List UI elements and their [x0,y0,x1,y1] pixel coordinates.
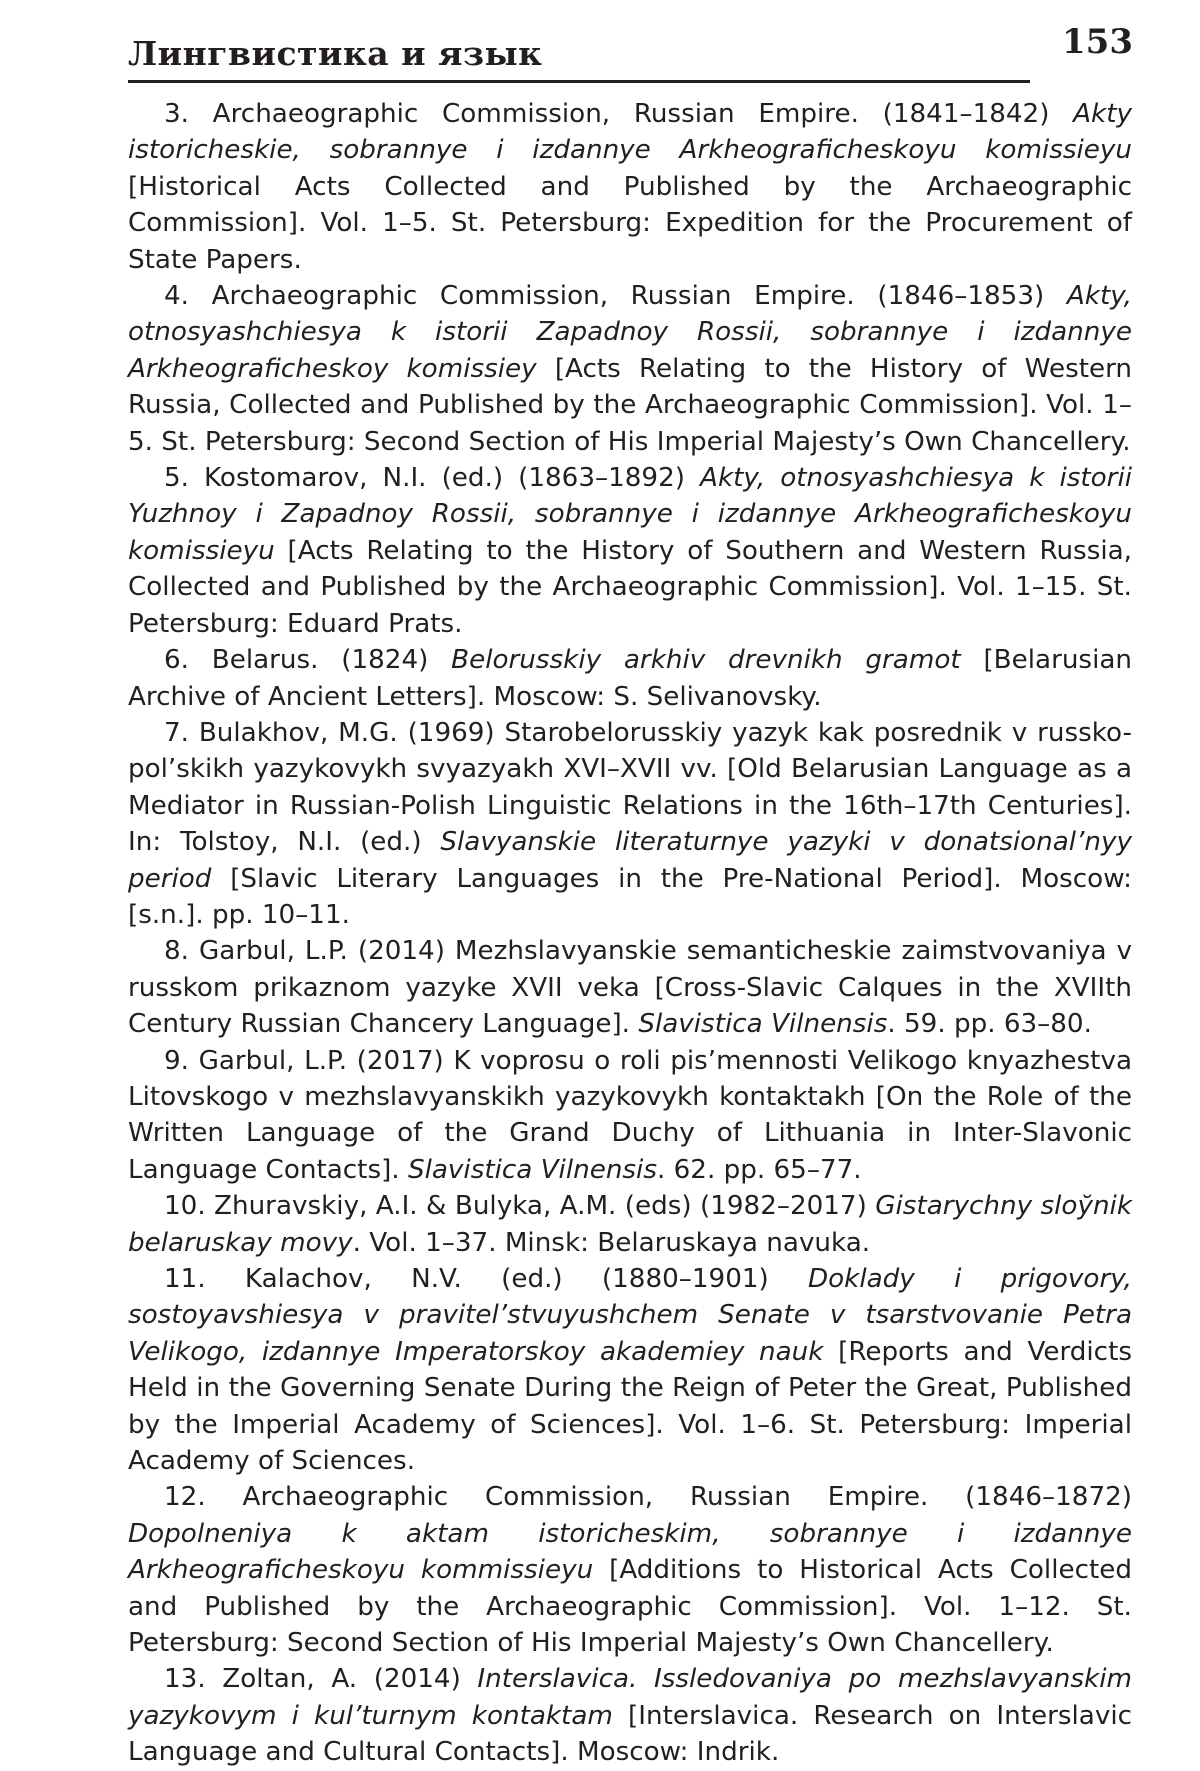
reference-text: 6. Belarus. (1824) [164,645,452,676]
reference-title: Akty, otnosyashchiesya k istorii Yuzhnoy i Zapadnoy Rossii, sobrannye i izdannye Arkheograficheskoyu komissieyu [128,463,1133,566]
reference-title: Akty, otnosyashchiesya k istorii Zapadnoy Rossii, sobrannye i izdannye Arkheograficheskoy komissiey [128,281,1132,384]
reference-details: [Historical Acts Collected and Published by the Archaeographic Commission]. Vol. 1–5. St. Petersburg: Expedition for the Procurement of State Papers. [128,171,1132,275]
reference-text: 5. Kostomarov, N.I. (ed.) (1863–1892) [164,463,701,494]
reference-item [128,1479,1132,1661]
reference-list [128,96,1132,1771]
reference-item [128,642,1132,715]
reference-details: . 59. pp. 63–80. [887,1009,1092,1040]
reference-text: 8. Garbul, L.P. (2014) Mezhslavyanskie semanticheskie zaimstvovaniya v russkom prikaznom yazyke XVII veka [Cross-Slavic Calques in the XVIIth Century Russian Chancery Language]. [128,936,1132,1040]
reference-item [128,1261,1132,1479]
reference-text: 9. Garbul, L.P. (2017) K voprosu o roli pis’mennosti Velikogo knyazhestva Litovskogo v mezhslavyanskikh yazykovykh kontaktakh [On the Role of the Written Language of the Grand Duchy of Lithuania in Inter-Slavonic Language Contacts]. [128,1045,1132,1185]
reference-title: Dopolneniya k aktam istoricheskim, sobrannye i izdannye Arkheograficheskoyu kommissieyu [128,1518,1132,1586]
reference-title: Belorusskiy arkhiv drevnikh gramot [451,645,961,676]
reference-text: 4. Archaeographic Commission, Russian Empire. (1846–1853) [164,281,1067,312]
reference-item [128,715,1132,933]
reference-item [128,933,1132,1042]
reference-text: 11. Kalachov, N.V. (ed.) (1880–1901) [164,1264,808,1294]
reference-details: [Interslavica. Research on Interslavic Language and Cultural Contacts]. Moscow: Indrik. [128,1700,1133,1768]
reference-details: [Additions to Historical Acts Collected and Published by the Archaeographic Commission]. Vol. 1–12. St. Petersburg: Second Section of His Imperial Majesty’s Own Chancellery. [128,1555,1132,1659]
reference-item [128,278,1132,460]
reference-text: 3. Archaeographic Commission, Russian Empire. (1841–1842) [164,99,1074,129]
reference-details: . 62. pp. 65–77. [656,1154,862,1185]
reference-item [128,96,1132,278]
reference-text: 12. Archaeographic Commission, Russian Empire. (1846–1872) [164,1482,1132,1513]
reference-title: Doklady i prigovory, sostoyavshiesya v pravitel’stvuyushchem Senate v tsarstvovanie Petra Velikogo, izdannye Imperatorskoy akademiey nauk [128,1264,1132,1367]
reference-text: 10. Zhuravskiy, A.I. & Bulyka, A.M. (eds) (1982–2017) [164,1191,876,1222]
section-title: Лингвистика и язык [128,34,543,73]
reference-details: [Acts Relating to the History of Western Russia, Collected and Published by the Archaeographic Commission]. Vol. 1–5. St. Petersburg: Second Section of His Imperial Majesty’s Own Chancellery. [128,353,1132,457]
reference-details: [Reports and Verdicts Held in the Governing Senate During the Reign of Peter the Great, Published by the Imperial Academy of Sciences]. Vol. 1–6. St. Petersburg: Imperial Academy of Sciences. [128,1336,1132,1477]
reference-item [128,1043,1132,1189]
page-number: 153 [1062,22,1133,62]
running-head [128,28,1030,83]
reference-title: Interslavica. Issledovaniya po mezhslavyanskim yazykovym i kul’turnym kontaktam [128,1664,1132,1731]
reference-text: 13. Zoltan, A. (2014) [164,1664,478,1695]
reference-title: Akty istoricheskie, sobrannye i izdannye Arkheograficheskoyu komissieyu [128,99,1132,166]
reference-details: [Acts Relating to the History of Southern and Western Russia, Collected and Published by the Archaeographic Commission]. Vol. 1–15. St. Petersburg: Eduard Prats. [128,535,1132,639]
reference-details: . Vol. 1–37. Minsk: Belaruskaya navuka. [352,1227,871,1258]
reference-item [128,460,1132,642]
reference-title: Slavistica Vilnensis [407,1154,657,1185]
reference-item [128,1661,1132,1770]
reference-item [128,1188,1132,1261]
reference-title: Slavyanskie literaturnye yazyki v donatsional’nyy period [128,827,1132,894]
reference-title: Slavistica Vilnensis [638,1009,888,1040]
reference-details: [Belarusian Archive of Ancient Letters]. Moscow: S. Selivanovsky. [128,645,1132,712]
reference-text: 7. Bulakhov, M.G. (1969) Starobelorusskiy yazyk kak posrednik v russko-pol’skikh yazykovykh svyazyakh XVI–XVII vv. [Old Belarusian Language as a Mediator in Russian-Polish Linguistic Relations in the 16th–17th Centuries]. In: Tolstoy, N.I. (ed.) [128,717,1132,858]
reference-details: [Slavic Literary Languages in the Pre-National Period]. Moscow: [s.n.]. pp. 10–11. [128,863,1132,930]
reference-title: Gistarychny sloўnik belaruskay movy [128,1191,1132,1258]
